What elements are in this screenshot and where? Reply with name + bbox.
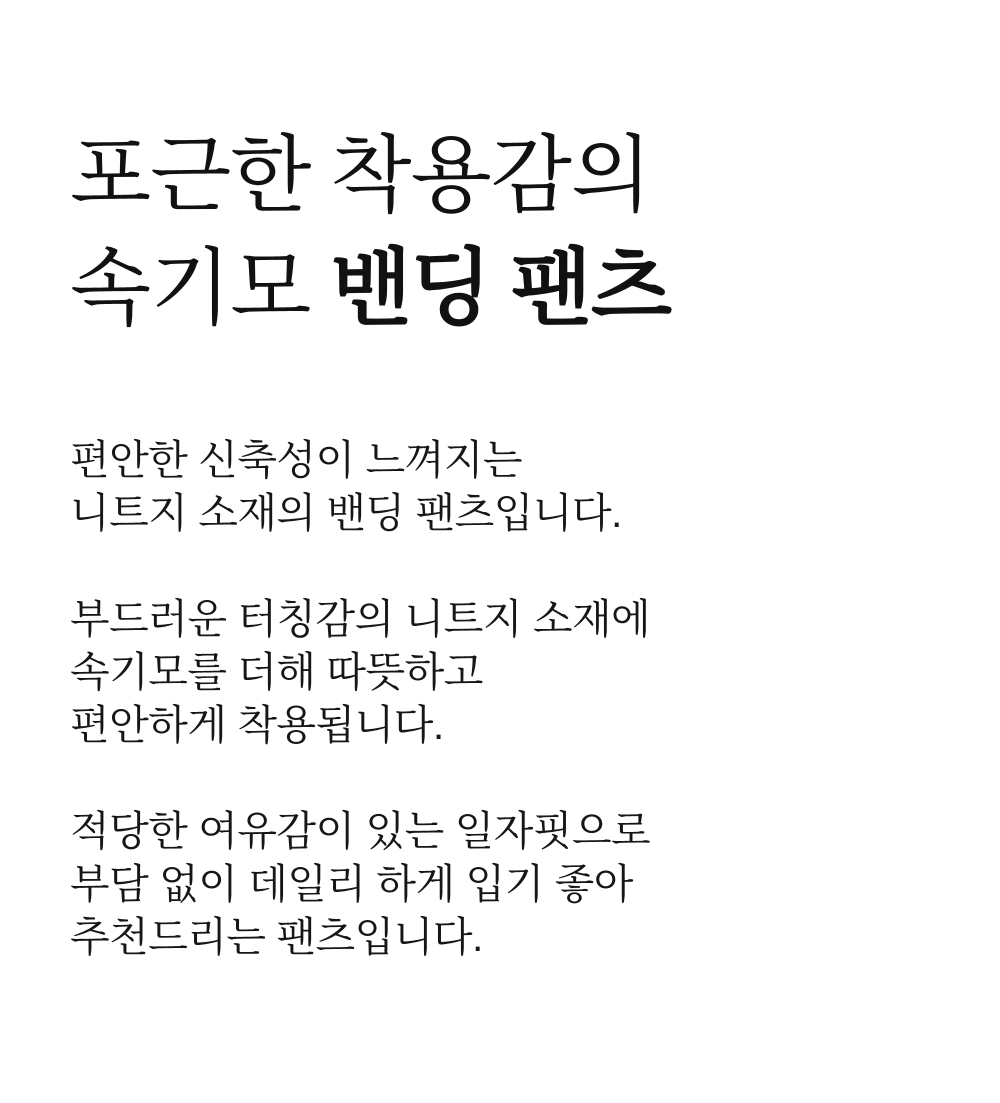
paragraph-1-line-2: 니트지 소재의 밴딩 팬츠입니다. [70,490,622,536]
paragraph-3-line-2: 부담 없이 데일리 하게 입기 좋아 [70,861,633,907]
product-title [70,120,950,346]
title-line-2-bold: 밴딩 팬츠 [330,243,672,336]
product-description [70,434,950,964]
paragraph-3-line-3: 추천드리는 팬츠입니다. [70,914,483,960]
title-line-2-regular: 속기모 [70,243,331,336]
paragraph-3-line-1: 적당한 여유감이 있는 일자핏으로 [70,808,651,854]
paragraph-2-line-1: 부드러운 터칭감의 니트지 소재에 [70,596,651,642]
paragraph-2-line-3: 편안하게 착용됩니다. [70,702,444,748]
description-paragraph-2 [70,593,950,752]
paragraph-1-line-1: 편안한 신축성이 느껴지는 [70,437,522,483]
title-line-1: 포근한 착용감의 [70,130,652,223]
paragraph-2-line-2: 속기모를 더해 따뜻하고 [70,649,483,695]
description-paragraph-3 [70,805,950,964]
description-paragraph-1 [70,434,950,540]
title-line-2 [70,233,950,346]
